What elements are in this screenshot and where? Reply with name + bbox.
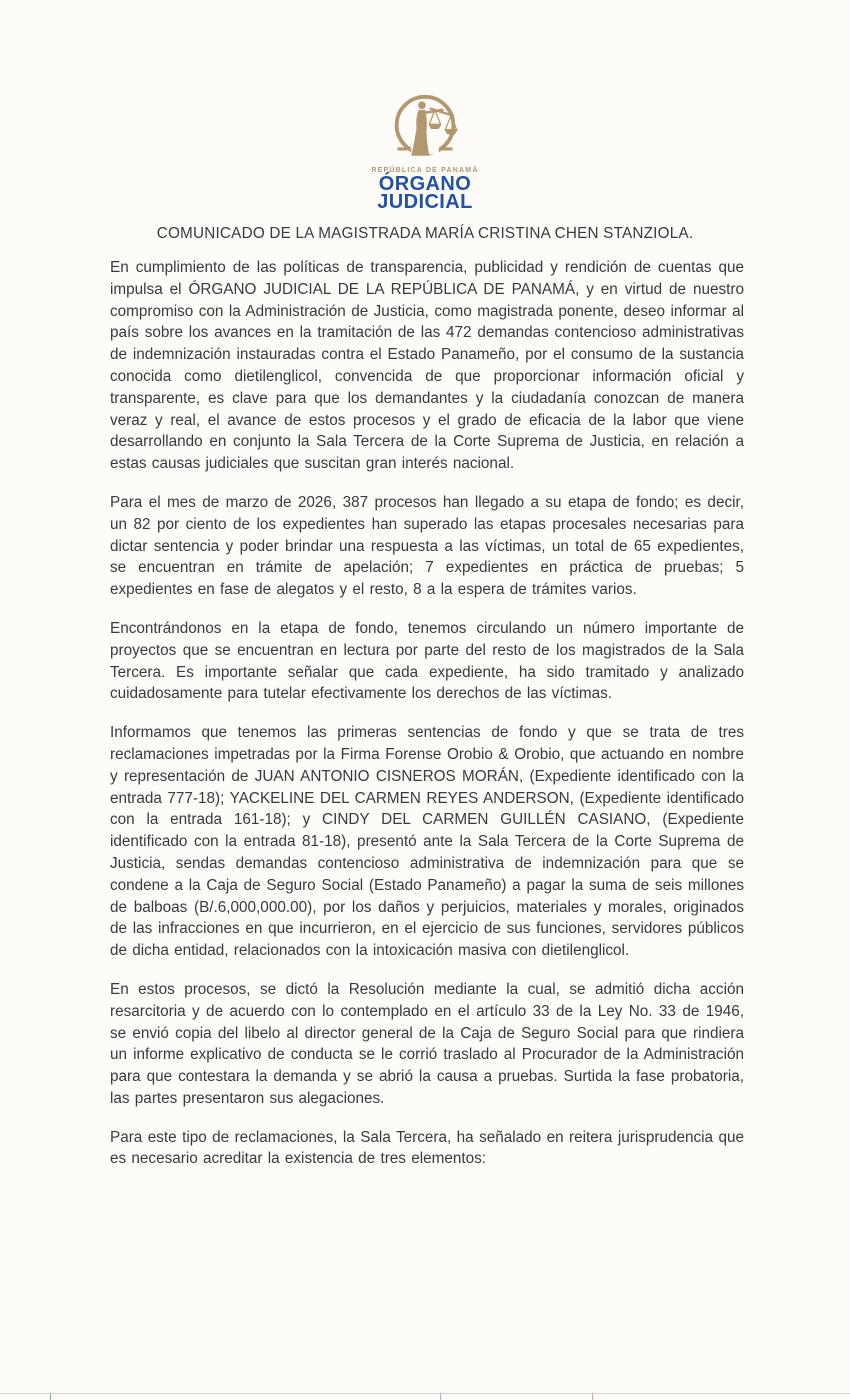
scanner-tick-mark [440,1393,441,1400]
scanner-tick-mark [592,1393,593,1400]
organo-judicial-logo [0,93,850,211]
paragraph-1: En cumplimiento de las políticas de transparencia, publicidad y rendición de cuentas que impulsa el ÓRGANO JUDICIAL DE LA REPÚBLICA DE PANAMÁ, y en virtud de nuestro compromiso con la Administración de Justicia, como magistrada ponente, deseo informar al país sobre los avances en la tramitación de las 472 demandas contencioso administrativas de indemnización instauradas contra el Estado Panameño, por el consumo de la sustancia conocida como dietilenglicol, convencida de que proporcionar información oficial y transparente, es clave para que los demandantes y la ciudadanía conozcan de manera veraz y real, el avance de estos procesos y el grado de eficacia de la labor que viene desarrollando en conjunto la Sala Tercera de la Corte Suprema de Justicia, en relación a estas causas judiciales que suscitan gran interés nacional. [110,259,744,473]
logo-org-name [0,175,850,211]
logo-org-line1: ÓRGANO [378,173,472,195]
logo-country-label: REPÚBLICA DE PANAMÁ [371,167,479,174]
scanner-tick-mark [50,1393,51,1400]
document-body [110,257,744,1187]
logo-org-line2: JUDICIAL [377,191,473,213]
paragraph-5: En estos procesos, se dictó la Resolución mediante la cual, se admitió dicha acción resarcitoria y de acuerdo con lo contemplado en el artículo 33 de la Ley No. 33 de 1946, se envió copia del libelo al director general de la Caja de Seguro Social para que rindiera un informe explicativo de conducta se le corrió traslado al Procurador de la Administración para que contestara la demanda y se abrió la causa a pruebas. Surtida la fase probatoria, las partes presentaron sus alegaciones. [110,980,744,1107]
lady-justice-scales-icon [379,93,471,165]
paragraph-3: Encontrándonos en la etapa de fondo, tenemos circulando un número importante de proyectos que se encuentran en lectura por parte del resto de los magistrados de la Sala Tercera. Es importante señalar que cada expediente, ha sido tramitado y analizado cuidadosamente para tutelar efectivamente los derechos de las víctimas. [110,619,744,703]
paragraph-4: Informamos que tenemos las primeras sentencias de fondo y que se trata de tres reclamaciones impetradas por la Firma Forense Orobio & Orobio, que actuando en nombre y representación de JUAN ANTONIO CISNEROS MORÁN, (Expediente identificado con la entrada 777-18); YACKELINE DEL CARMEN REYES ANDERSON, (Expediente identificado con la entrada 161-18); y CINDY DEL CARMEN GUILLÉN CASIANO, (Expediente identificado con la entrada 81-18), presentó ante la Sala Tercera de la Corte Suprema de Justicia, sendas demandas contencioso administrativa de indemnización para que se condene a la Caja de Seguro Social (Estado Panameño) a pagar la suma de seis millones de balboas (B/.6,000,000.00), por los daños y perjuicios, materiales y morales, originados de las infracciones en que incurrieron, en el ejercicio de sus funciones, servidores públicos de dicha entidad, relacionados con la intoxicación masiva con dietilenglicol. [110,724,744,960]
paragraph-6: Para este tipo de reclamaciones, la Sala Tercera, ha señalado en reitera jurisprudencia que es necesario acreditar la existencia de tres elementos: [110,1128,744,1168]
document-title: COMUNICADO DE LA MAGISTRADA MARÍA CRISTINA CHEN STANZIOLA. [156,225,694,242]
paragraph-2: Para el mes de marzo de 2026, 387 procesos han llegado a su etapa de fondo; es decir, un 82 por ciento de los expedientes han superado las etapas procesales necesarias para dictar sentencia y poder brindar una respuesta a las víctimas, un total de 65 expedientes, se encuentran en trámite de apelación; 7 expedientes en práctica de pruebas; 5 expedientes en fase de alegatos y el resto, 8 a la espera de trámites varios. [110,493,744,599]
scanner-edge-line [0,1393,850,1394]
